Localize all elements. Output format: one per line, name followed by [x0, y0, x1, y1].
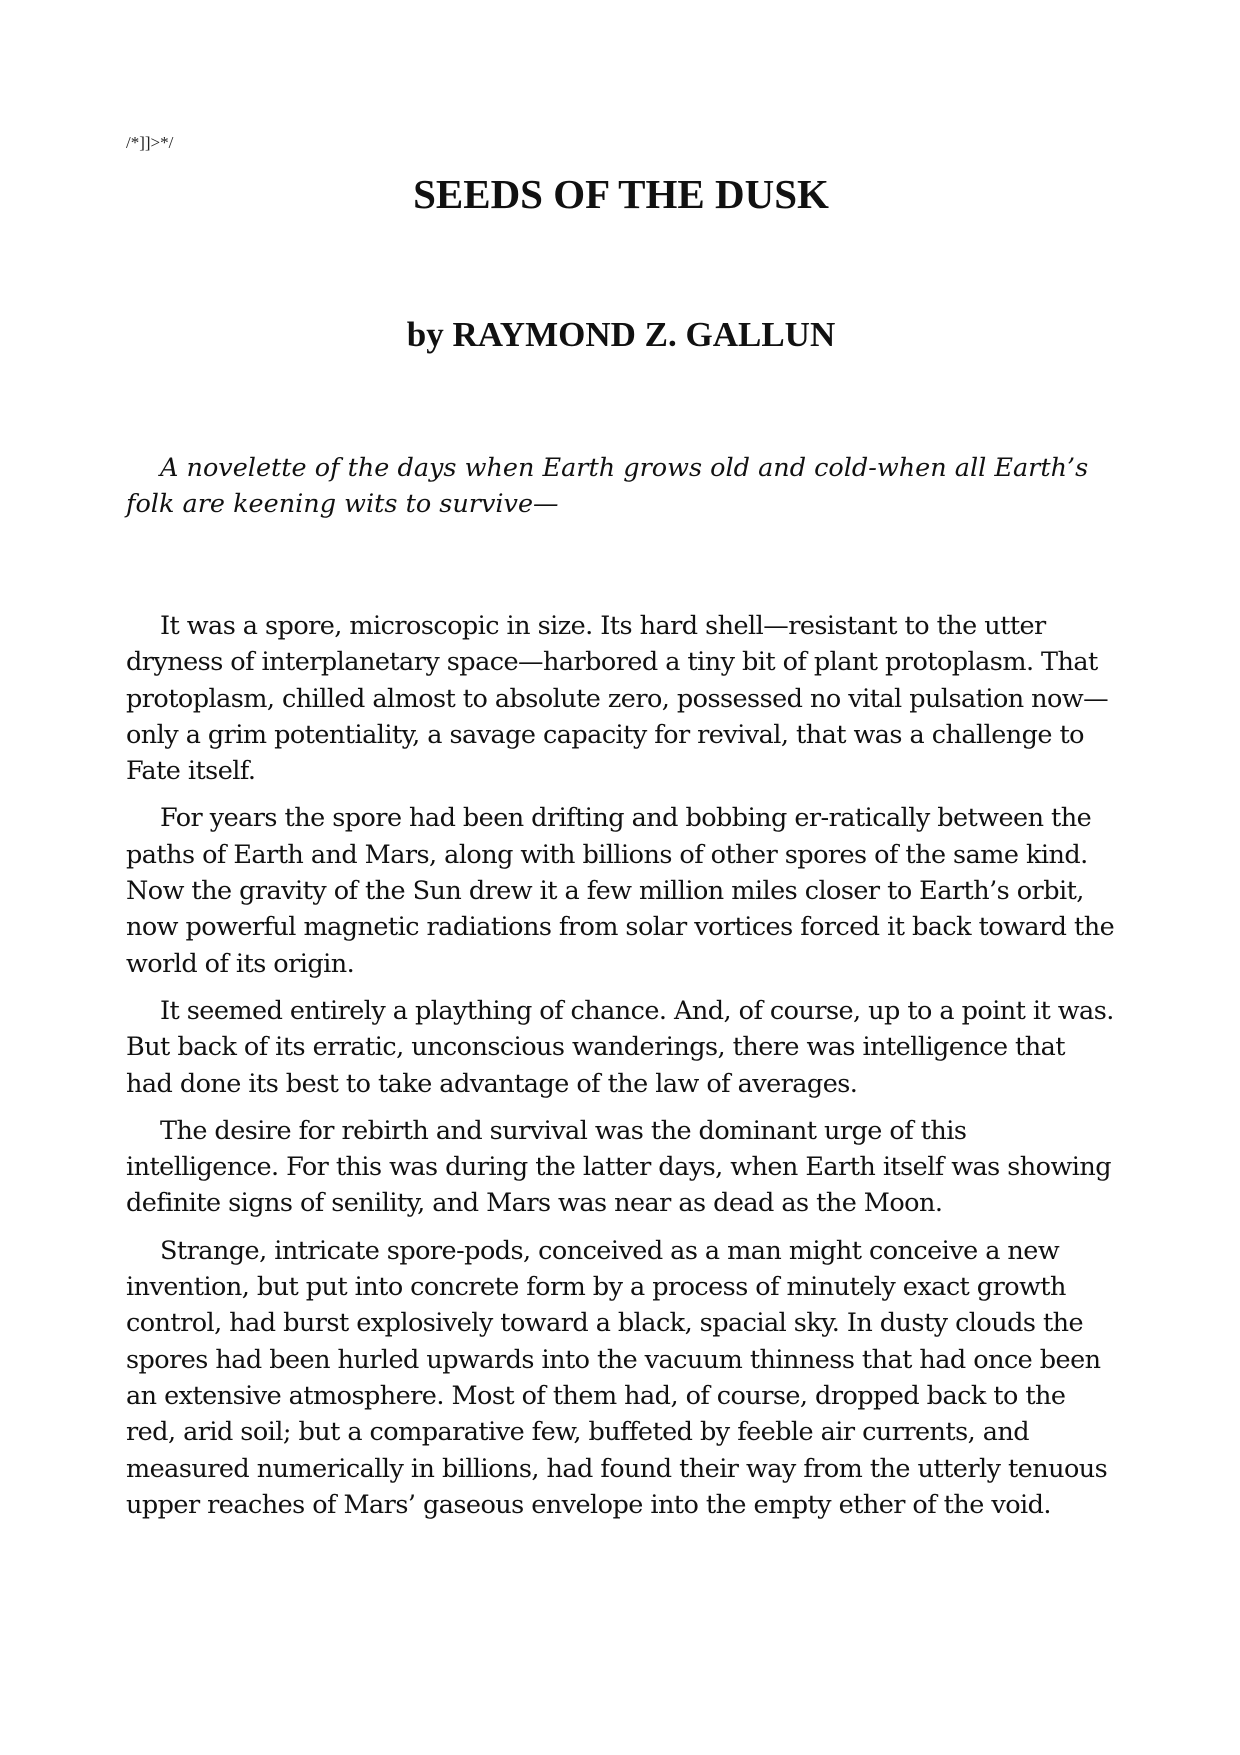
paragraph: It was a spore, microscopic in size. Its hard shell—resistant to the utter dryness of interplanetary space—harbored a tiny bit of plant protoplasm. That protoplasm, chilled almost to absolute zero, possessed no vital pulsation now— only a grim potentiality, a savage capacity for revival, that was a challenge to Fate itself.: [126, 611, 1109, 787]
paragraph: The desire for rebirth and survival was the dominant urge of this intelligence. For this was during the latter days, when Earth itself was showing definite signs of senility, and Mars was near as dead as the Moon.: [126, 1115, 1112, 1219]
stray-markup-text: /*]]>*/: [126, 133, 174, 152]
story-blurb: A novelette of the days when Earth grows old and cold-when all Earth’s folk are keening wits to survive—: [126, 453, 1089, 519]
author-byline: by RAYMOND Z. GALLUN: [406, 315, 836, 354]
paragraph: It seemed entirely a plaything of chance. And, of course, up to a point it was. But back of its erratic, unconscious wanderings, there was intelligence that had done its best to take advantage of the law of averages.: [126, 995, 1114, 1099]
paragraph: Strange, intricate spore-pods, conceived as a man might conceive a new invention, but put into concrete form by a process of minutely exact growth control, had burst explosively toward a black, spacial sky. In dusty clouds the spores had been hurled upwards into the vacuum thinness that had once been an extensive atmosphere. Most of them had, of course, dropped back to the red, arid soil; but a comparative few, buffeted by feeble air currents, and measured numerically in billions, had found their way from the utterly tenuous upper reaches of Mars’ gaseous envelope into the empty ether of the void.: [126, 1235, 1108, 1520]
story-title: SEEDS OF THE DUSK: [413, 171, 829, 217]
story-body: [126, 608, 1116, 1534]
paragraph: For years the spore had been drifting and bobbing er-ratically between the paths of Earth and Mars, along with billions of other spores of the same kind. Now the gravity of the Sun drew it a few million miles closer to Earth’s orbit, now powerful magnetic radiations from solar vortices forced it back toward the world of its origin.: [126, 803, 1115, 979]
